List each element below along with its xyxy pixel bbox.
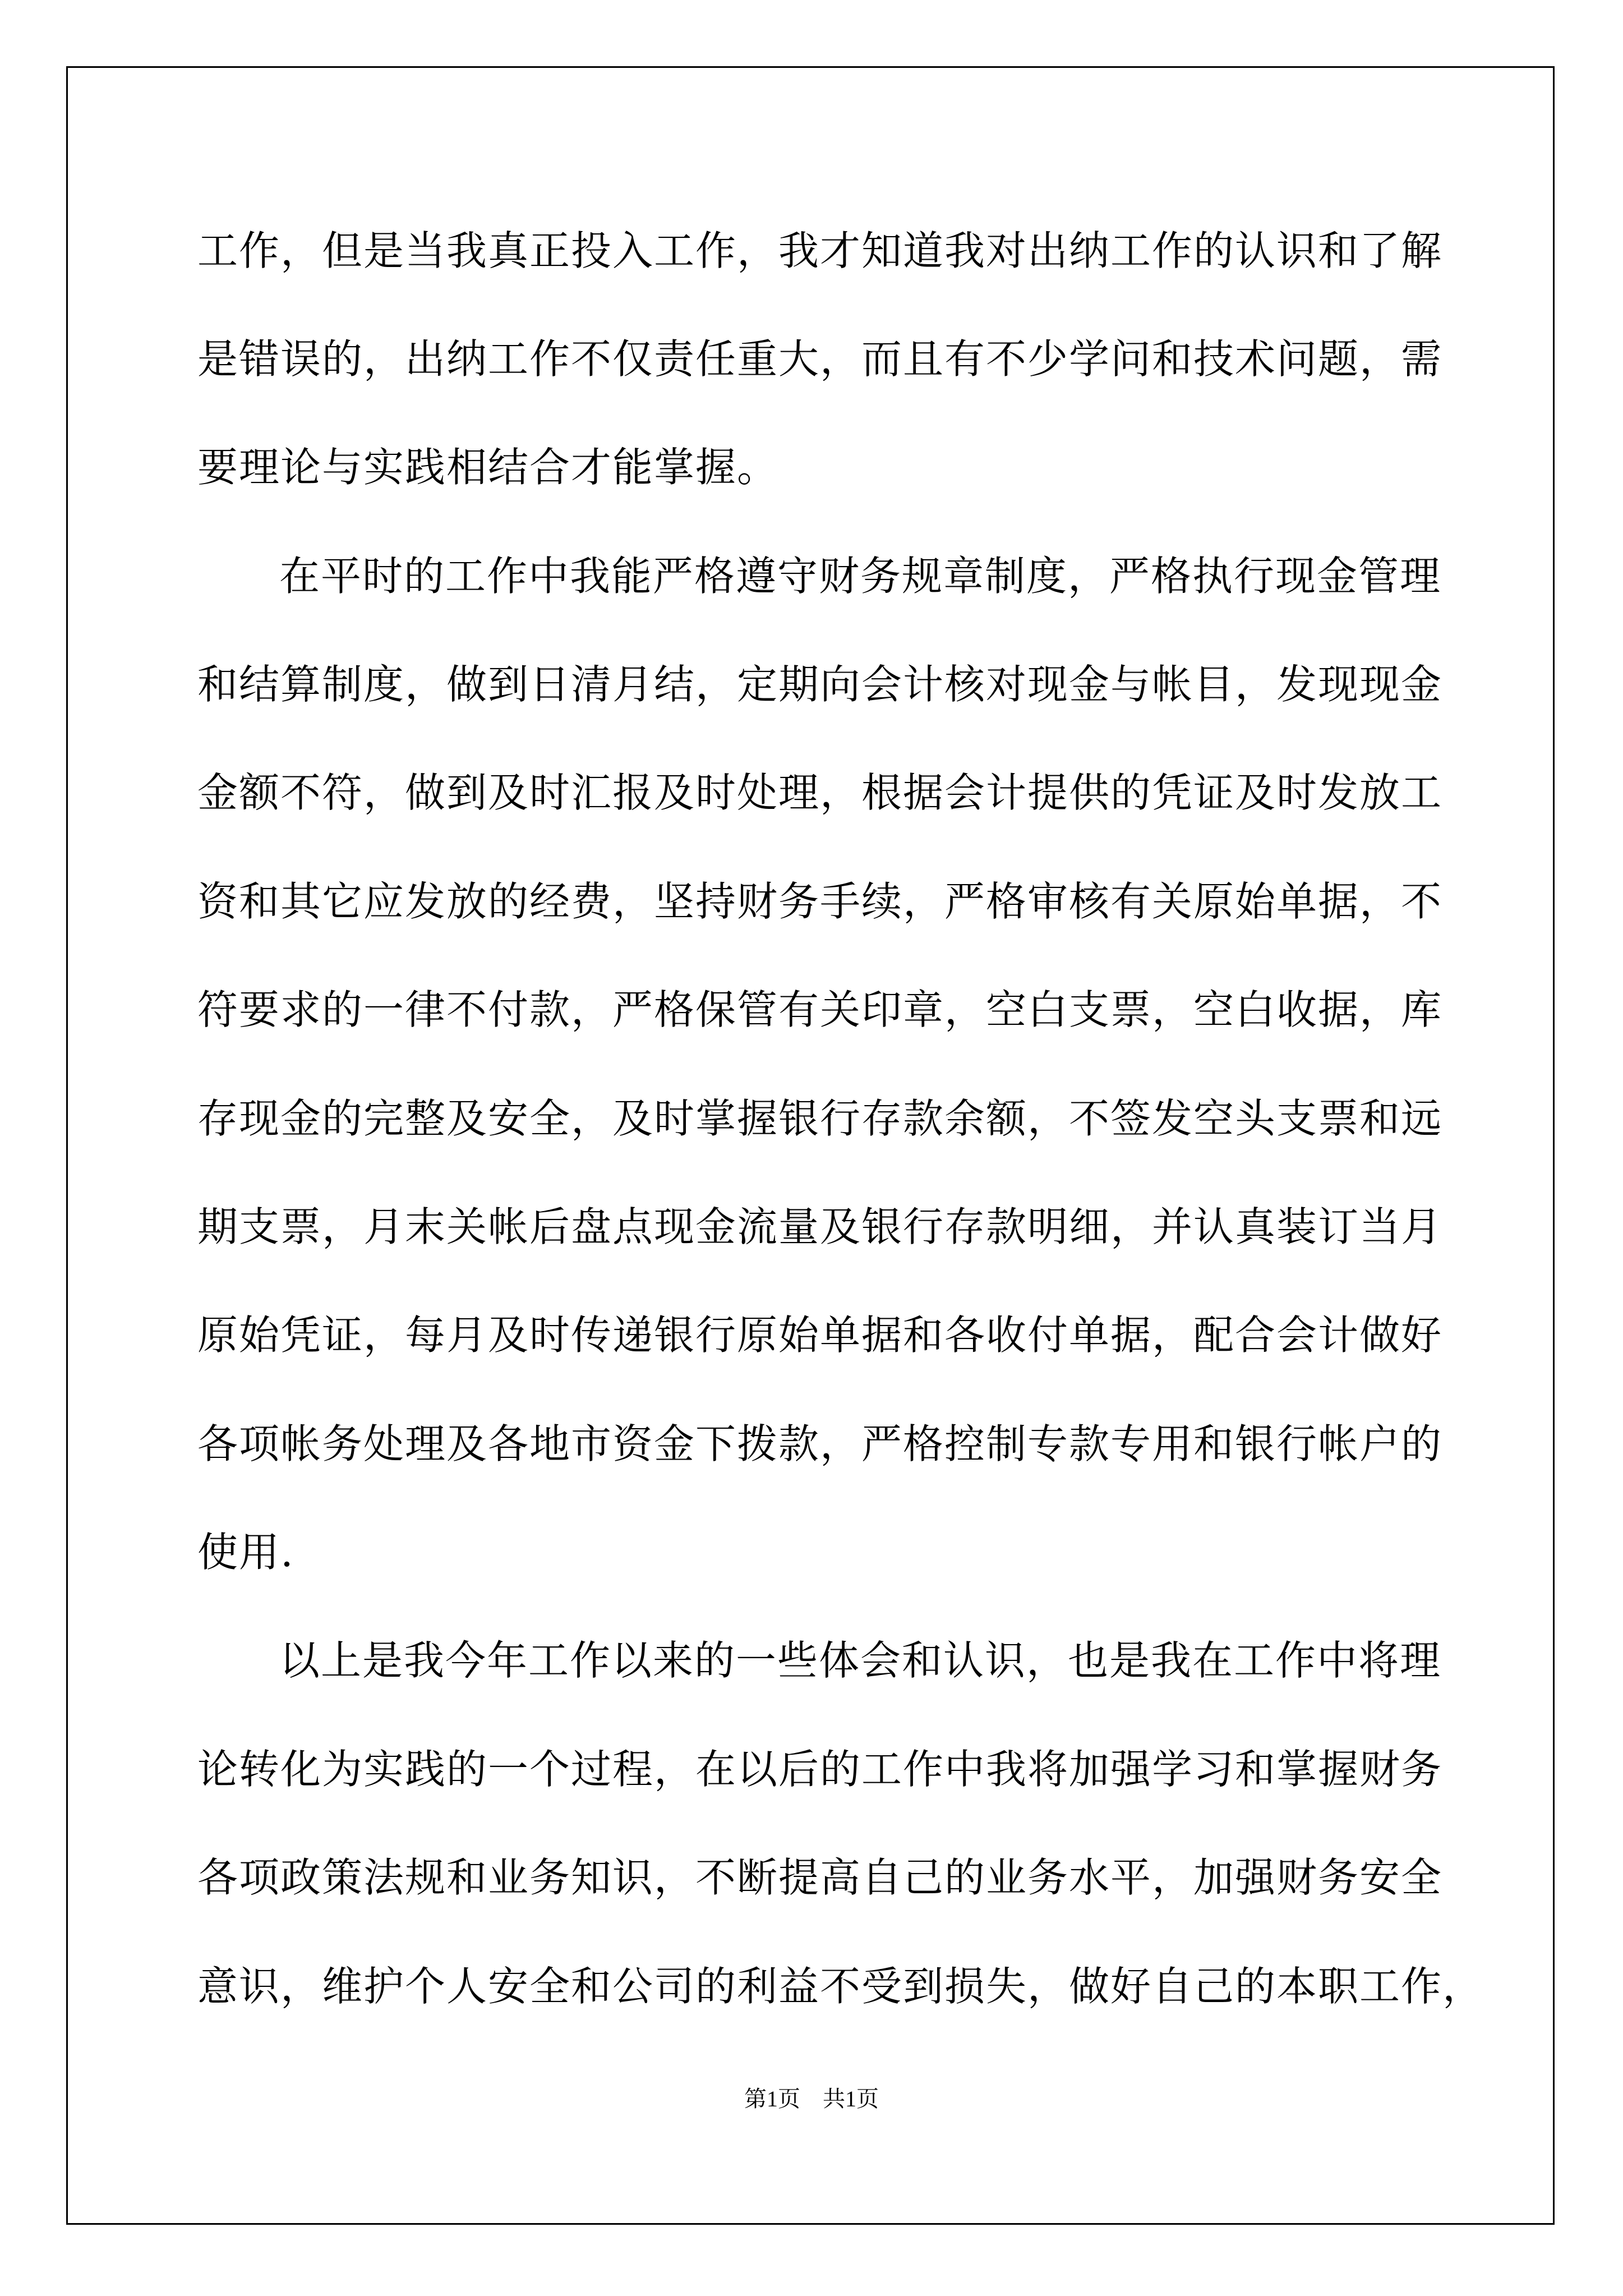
text-line: 使用. xyxy=(197,1529,294,1576)
text-line: 期支票，月末关帐后盘点现金流量及银行存款明细，并认真装订当月 xyxy=(197,1203,1443,1250)
page-number-footer: 第1页 共1页 xyxy=(744,2086,879,2111)
text-line: 论转化为实践的一个过程，在以后的工作中我将加强学习和掌握财务 xyxy=(197,1746,1443,1793)
text-line: 工作，但是当我真正投入工作，我才知道我对出纳工作的认识和了解 xyxy=(197,227,1443,274)
text-line: 存现金的完整及安全，及时掌握银行存款余额，不签发空头支票和远 xyxy=(197,1095,1443,1142)
text-line: 各项政策法规和业务知识，不断提高自己的业务水平，加强财务安全 xyxy=(197,1854,1443,1901)
text-line: 符要求的一律不付款，严格保管有关印章，空白支票，空白收据，库 xyxy=(197,986,1443,1033)
text-line: 和结算制度，做到日清月结，定期向会计核对现金与帐目，发现现金 xyxy=(197,661,1443,708)
text-line: 金额不符，做到及时汇报及时处理，根据会计提供的凭证及时发放工 xyxy=(197,769,1443,816)
text-line: 资和其它应发放的经费，坚持财务手续，严格审核有关原始单据，不 xyxy=(197,878,1443,925)
text-line: 要理论与实践相结合才能掌握。 xyxy=(197,444,779,491)
text-line: 是错误的，出纳工作不仅责任重大，而且有不少学问和技术问题，需 xyxy=(197,335,1443,383)
text-line: 原始凭证，每月及时传递银行原始单据和各收付单据，配合会计做好 xyxy=(197,1312,1443,1359)
paragraph-first-line: 在平时的工作中我能严格遵守财务规章制度，严格执行现金管理 xyxy=(279,553,1442,600)
text-line: 意识，维护个人安全和公司的利益不受到损失，做好自己的本职工作， xyxy=(197,1963,1484,2010)
paragraph-first-line: 以上是我今年工作以来的一些体会和认识，也是我在工作中将理 xyxy=(279,1637,1442,1684)
text-line: 各项帐务处理及各地市资金下拨款，严格控制专款专用和银行帐户的 xyxy=(197,1420,1443,1467)
